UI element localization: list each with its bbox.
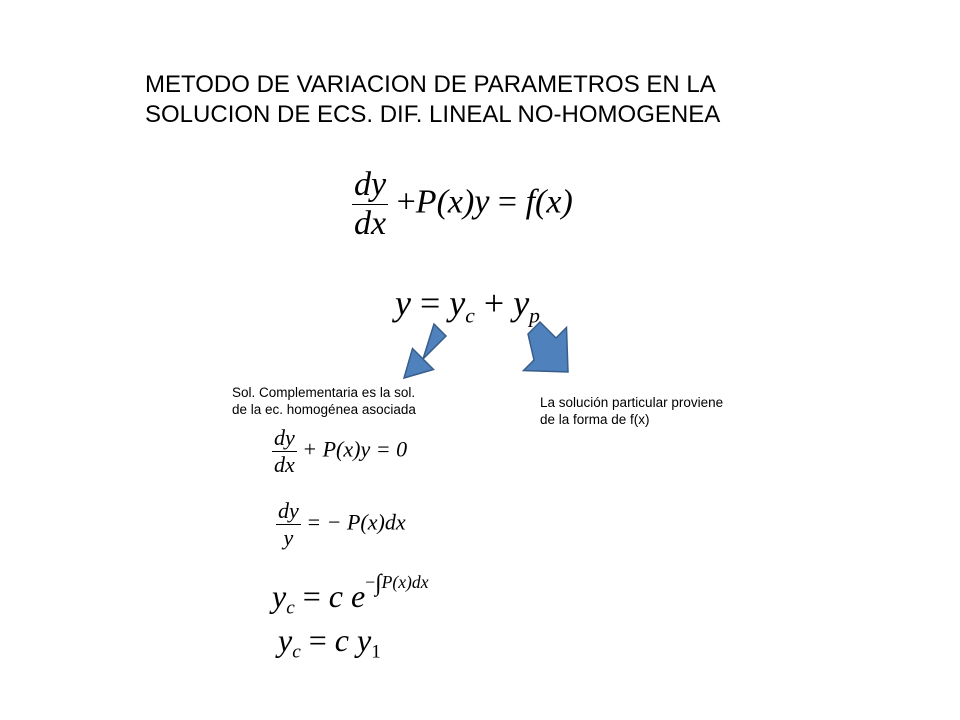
equation-final: $y_c = c$ $y_1$ (278, 622, 381, 663)
title-line-1: METODO DE VARIACION DE PARAMETROS EN LA (145, 71, 716, 98)
equation-exponential: $y_c = c$ $e^{-\int P(x)dx}$ (272, 570, 429, 619)
equation-homogeneous: $\frac{dy}{dx}$ + P(x)y = 0 (274, 425, 408, 477)
arrow-down-left-icon (404, 324, 446, 378)
title-line-2: SOLUCION DE ECS. DIF. LINEAL NO-HOMOGENEA (145, 101, 721, 128)
note-complementary: Sol. Complementaria es la sol. de la ec. homogénea asociada (232, 385, 416, 417)
equation-separated: $\frac{dy}{y}$ = − P(x)dx (278, 498, 406, 550)
arrow-down-right-icon (524, 322, 569, 372)
equation-general-solution: $y = y_c + y_p$ (395, 283, 540, 328)
note-particular: La solución particular proviene de la forma de f(x) (540, 395, 724, 427)
fraction-dy-dx: $\frac{dy}{dx}$ (354, 166, 387, 242)
equation-nonhomogeneous: $\frac{dy}{dx}$ +P(x)y = f(x) (354, 166, 573, 242)
